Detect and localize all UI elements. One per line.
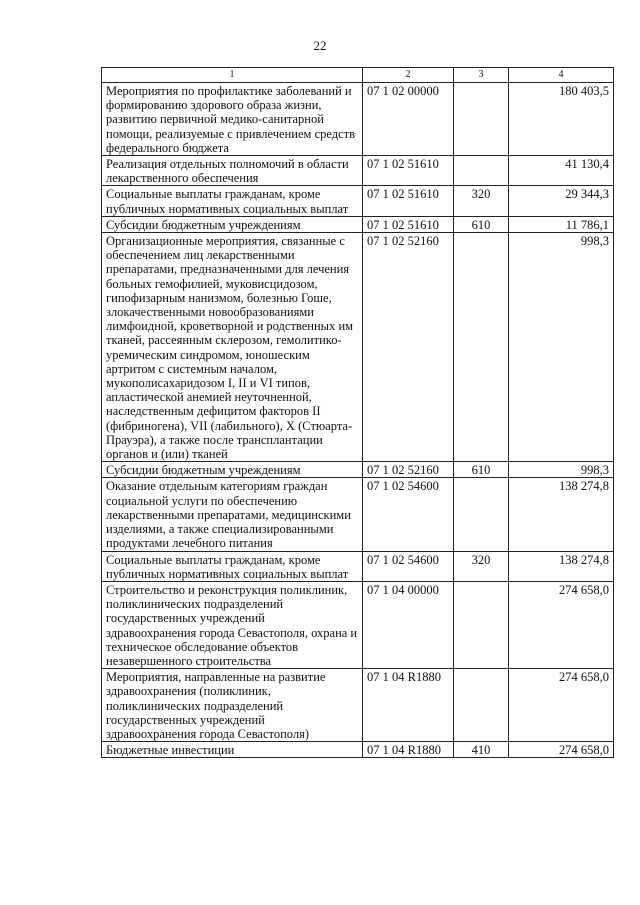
row-amount: 29 344,3 [509,186,614,216]
row-expense-type: 410 [454,742,509,758]
header-cell-4: 4 [509,68,614,83]
row-description: Реализация отдельных полномочий в области лекарственного обеспечения [102,156,363,186]
row-description: Мероприятия по профилактике заболеваний и формированию здорового образа жизни, развитию первичной медико-санитарной помощи, реализуемые с привлечением средств федерального бюджета [102,83,363,156]
row-expense-type [454,669,509,742]
table-header-row [102,68,614,83]
table-row [102,156,614,186]
header-cell-1: 1 [102,68,363,83]
row-code: 07 1 02 52160 [363,233,454,462]
row-code: 07 1 02 54600 [363,551,454,581]
header-cell-3: 3 [454,68,509,83]
row-amount: 41 130,4 [509,156,614,186]
row-amount: 998,3 [509,233,614,462]
row-amount: 11 786,1 [509,216,614,232]
row-code: 07 1 04 R1880 [363,669,454,742]
table-row [102,669,614,742]
table-row [102,551,614,581]
table-row [102,462,614,478]
table-row [102,478,614,551]
row-description: Социальные выплаты гражданам, кроме публичных нормативных социальных выплат [102,186,363,216]
table-row [102,742,614,758]
row-description: Социальные выплаты гражданам, кроме публичных нормативных социальных выплат [102,551,363,581]
row-expense-type [454,156,509,186]
row-amount: 138 274,8 [509,478,614,551]
row-amount: 138 274,8 [509,551,614,581]
row-expense-type: 610 [454,462,509,478]
row-code: 07 1 02 00000 [363,83,454,156]
row-expense-type [454,478,509,551]
row-description: Организационные мероприятия, связанные с обеспечением лиц лекарственными препаратами, предназначенными для лечения больных гемофилией, муковисцидозом, гипофизарным нанизмом, болезнью Гоше, злокачественными новообразованиями лимфоидной, кроветворной и родственных им тканей, рассеянным склерозом, гемолитико-уремическим синдромом, юношеским артритом с системным началом, мукополисахаридозом I, II и VI типов, апластической анемией неуточненной, наследственным дефицитом факторов II (фибриногена), VII (лабильного), X (Стюарта-Прауэра), а также после трансплантации органов и (или) тканей [102,233,363,462]
table-row [102,83,614,156]
row-expense-type [454,83,509,156]
row-code: 07 1 04 00000 [363,581,454,668]
row-amount: 274 658,0 [509,581,614,668]
row-description: Мероприятия, направленные на развитие здравоохранения (поликлиник, поликлинических подразделений государственных учреждений здравоохранения города Севастополя) [102,669,363,742]
row-amount: 274 658,0 [509,742,614,758]
table-row [102,233,614,462]
row-description: Субсидии бюджетным учреждениям [102,462,363,478]
row-code: 07 1 02 54600 [363,478,454,551]
row-code: 07 1 02 51610 [363,186,454,216]
row-description: Бюджетные инвестиции [102,742,363,758]
row-code: 07 1 02 51610 [363,216,454,232]
table-row [102,186,614,216]
page-number: 22 [313,38,327,53]
row-amount: 274 658,0 [509,669,614,742]
row-description: Строительство и реконструкция поликлиник, поликлинических подразделений государственных учреждений здравоохранения города Севастополя, охрана и техническое обследование объектов незавершенного строительства [102,581,363,668]
row-expense-type: 610 [454,216,509,232]
row-amount: 180 403,5 [509,83,614,156]
row-expense-type [454,581,509,668]
table-row [102,581,614,668]
budget-table [101,67,614,758]
row-expense-type: 320 [454,186,509,216]
table-row [102,216,614,232]
header-cell-2: 2 [363,68,454,83]
row-expense-type: 320 [454,551,509,581]
row-description: Субсидии бюджетным учреждениям [102,216,363,232]
row-expense-type [454,233,509,462]
row-code: 07 1 02 52160 [363,462,454,478]
row-amount: 998,3 [509,462,614,478]
row-code: 07 1 04 R1880 [363,742,454,758]
row-code: 07 1 02 51610 [363,156,454,186]
row-description: Оказание отдельным категориям граждан социальной услуги по обеспечению лекарственными препаратами, медицинскими изделиями, а также специализированными продуктами лечебного питания [102,478,363,551]
